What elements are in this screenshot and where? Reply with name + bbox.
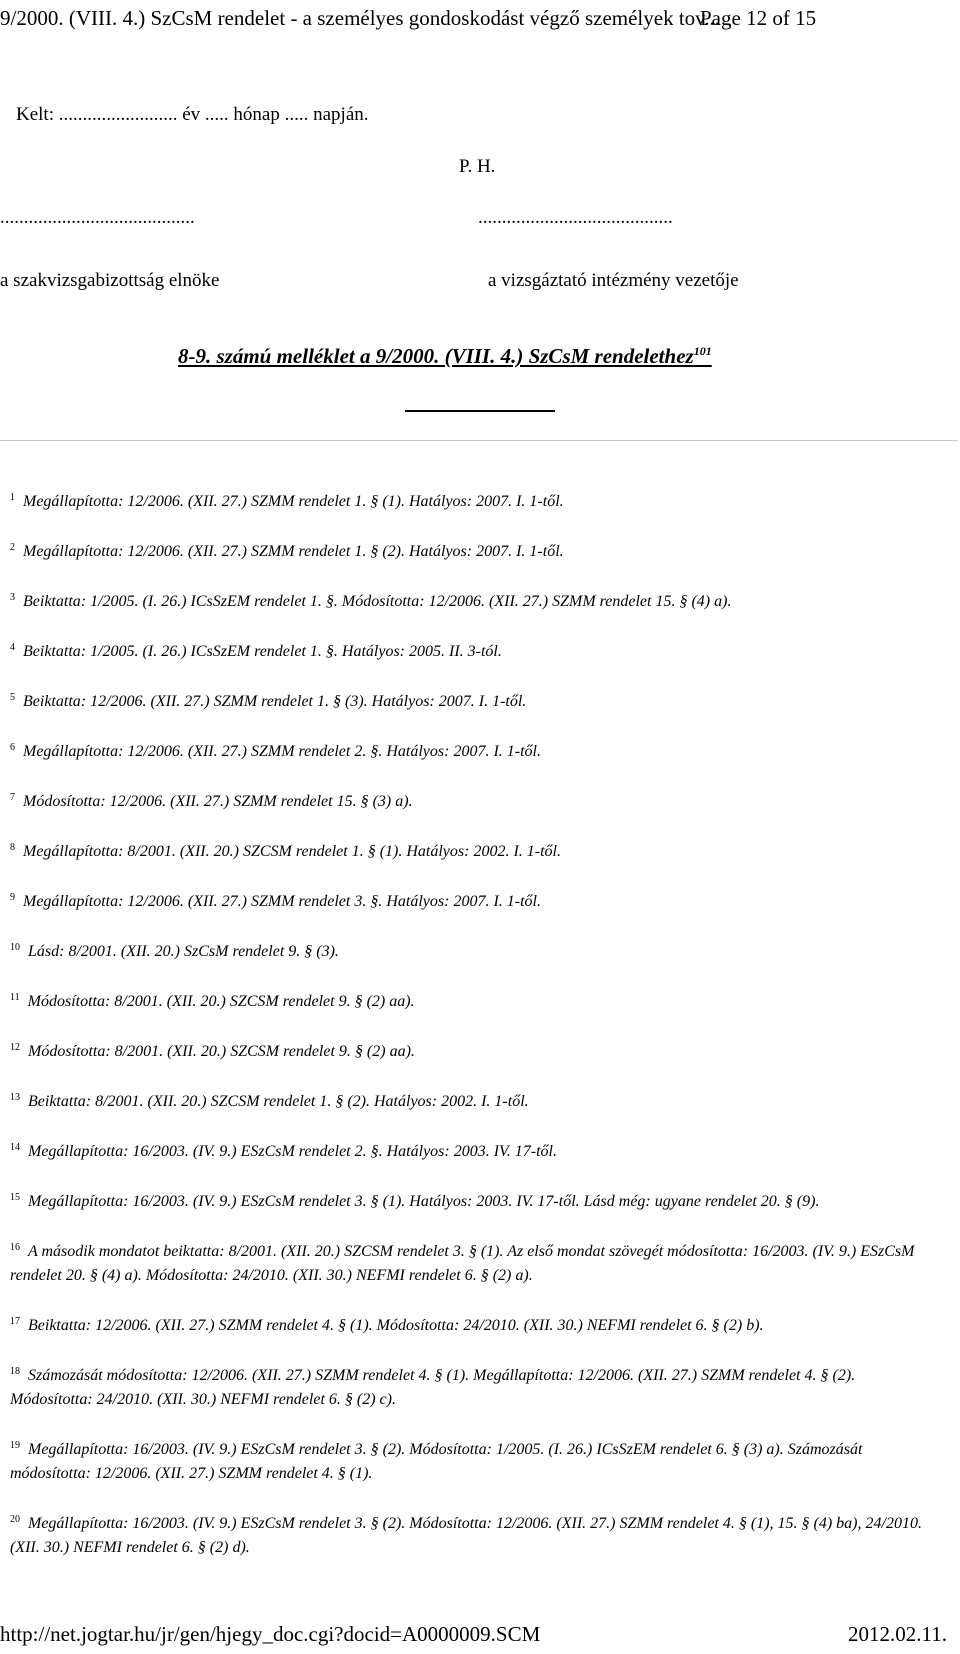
footnote-number: 18 xyxy=(10,1366,20,1377)
footnote-number: 9 xyxy=(10,892,15,903)
footnote-text: Beiktatta: 1/2005. (I. 26.) ICsSzEM rendelet 1. §. Módosította: 12/2006. (XII. 27.) SZMM rendelet 15. § (4) a). xyxy=(23,593,732,610)
footnote-number: 1 xyxy=(10,492,15,503)
footnote-text: Módosította: 8/2001. (XII. 20.) SZCSM rendelet 9. § (2) aa). xyxy=(27,993,415,1010)
footnote-number: 6 xyxy=(10,742,15,753)
footnote-item xyxy=(10,1086,940,1114)
footnote-text: Beiktatta: 8/2001. (XII. 20.) SZCSM rendelet 1. § (2). Hatályos: 2002. I. 1-től. xyxy=(28,1093,529,1110)
footnote-number: 19 xyxy=(10,1440,20,1451)
footnote-text: Beiktatta: 12/2006. (XII. 27.) SZMM rendelet 4. § (1). Módosította: 24/2010. (XII. 30.) NEFMI rendelet 6. § (2) b). xyxy=(28,1317,764,1334)
print-footer-date: 2012.02.11. xyxy=(848,1622,947,1646)
footnote-text: Megállapította: 16/2003. (IV. 9.) ESzCsM rendelet 2. §. Hatályos: 2003. IV. 17-től. xyxy=(28,1143,557,1160)
footnote-item xyxy=(10,1434,940,1486)
print-footer-url: http://net.jogtar.hu/jr/gen/hjegy_doc.cgi?docid=A0000009.SCM xyxy=(0,1622,541,1646)
footnote-item xyxy=(10,736,940,764)
footnote-text: Megállapította: 12/2006. (XII. 27.) SZMM rendelet 3. §. Hatályos: 2007. I. 1-től. xyxy=(23,893,541,910)
footnote-number: 2 xyxy=(10,542,15,553)
footnote-item xyxy=(10,586,940,614)
footnote-number: 20 xyxy=(10,1514,20,1525)
footnote-text: Módosította: 12/2006. (XII. 27.) SZMM rendelet 15. § (3) a). xyxy=(23,793,413,810)
footnote-item xyxy=(10,886,940,914)
footnote-item xyxy=(10,686,940,714)
footnote-text: A második mondatot beiktatta: 8/2001. (XII. 20.) SZCSM rendelet 3. § (1). Az első mondat szövegét módosította: 16/2003. (IV. 9.) ESzCsM rendelet 20. § (4) a). Módosította: 24/2010. (XII. 30.) NEFMI rendelet 6. § (2) a). xyxy=(10,1243,915,1284)
footnote-text: Beiktatta: 12/2006. (XII. 27.) SZMM rendelet 1. § (3). Hatályos: 2007. I. 1-től. xyxy=(23,693,527,710)
footnote-item xyxy=(10,1036,940,1064)
footnote-item xyxy=(10,986,940,1014)
footnote-number: 15 xyxy=(10,1192,20,1203)
footnote-item xyxy=(10,636,940,664)
footnote-number: 13 xyxy=(10,1092,20,1103)
footnote-text: Megállapította: 12/2006. (XII. 27.) SZMM rendelet 1. § (1). Hatályos: 2007. I. 1-től. xyxy=(23,493,564,510)
footnote-text: Megállapította: 16/2003. (IV. 9.) ESzCsM rendelet 3. § (1). Hatályos: 2003. IV. 17-től. Lásd még: ugyane rendelet 20. § (9). xyxy=(28,1193,820,1210)
footnote-number: 10 xyxy=(10,942,20,953)
print-header-page-number: Page 12 of 15 xyxy=(700,6,817,30)
footnote-text: Lásd: 8/2001. (XII. 20.) SzCsM rendelet 9. § (3). xyxy=(28,943,339,960)
annex-underline-divider xyxy=(405,410,555,412)
footnote-number: 4 xyxy=(10,642,15,653)
footnote-number: 5 xyxy=(10,692,15,703)
signature-line-right: ......................................... xyxy=(478,207,673,228)
footnote-number: 14 xyxy=(10,1142,20,1153)
footnote-separator xyxy=(0,440,958,441)
stamp-placeholder: P. H. xyxy=(459,156,496,177)
footnote-text: Módosította: 8/2001. (XII. 20.) SZCSM rendelet 9. § (2) aa). xyxy=(28,1043,415,1060)
footnote-item xyxy=(10,1310,940,1338)
footnote-item xyxy=(10,836,940,864)
footnote-text: Megállapította: 12/2006. (XII. 27.) SZMM rendelet 1. § (2). Hatályos: 2007. I. 1-től. xyxy=(23,543,564,560)
footnote-item xyxy=(10,1136,940,1164)
footnote-list xyxy=(10,486,940,1582)
footnote-number: 11 xyxy=(10,992,20,1003)
signer-committee-chair: a szakvizsgabizottság elnöke xyxy=(0,270,220,291)
footnote-number: 12 xyxy=(10,1042,20,1053)
footnote-item xyxy=(10,1508,940,1560)
date-line: Kelt: ......................... év ..... hónap ..... napján. xyxy=(16,104,369,125)
footnote-item xyxy=(10,1236,940,1288)
annex-footnote-ref[interactable]: 101 xyxy=(693,344,712,358)
footnote-text: Számozását módosította: 12/2006. (XII. 27.) SZMM rendelet 4. § (1). Megállapította: 12/2006. (XII. 27.) SZMM rendelet 4. § (2). Módosította: 24/2010. (XII. 30.) NEFMI rendelet 6. § (2) c). xyxy=(10,1367,856,1408)
footnote-text: Megállapította: 16/2003. (IV. 9.) ESzCsM rendelet 3. § (2). Módosította: 1/2005. (I. 26.) ICsSzEM rendelet 6. § (3) a). Számozását módosította: 12/2006. (XII. 27.) SZMM rendelet 4. § (1). xyxy=(10,1441,863,1482)
footnote-number: 3 xyxy=(10,592,15,603)
footnote-text: Megállapította: 8/2001. (XII. 20.) SZCSM rendelet 1. § (1). Hatályos: 2002. I. 1-től. xyxy=(23,843,561,860)
footnote-item xyxy=(10,786,940,814)
footnote-text: Megállapította: 12/2006. (XII. 27.) SZMM rendelet 2. §. Hatályos: 2007. I. 1-től. xyxy=(23,743,541,760)
signature-line-left: ......................................... xyxy=(0,207,195,228)
footnote-text: Beiktatta: 1/2005. (I. 26.) ICsSzEM rendelet 1. §. Hatályos: 2005. II. 3-tól. xyxy=(23,643,502,660)
footnote-text: Megállapította: 16/2003. (IV. 9.) ESzCsM rendelet 3. § (2). Módosította: 12/2006. (XII. 27.) SZMM rendelet 4. § (1), 15. § (4) ba), 24/2010. (XII. 30.) NEFMI rendelet 6. § (2) d). xyxy=(10,1515,922,1556)
footnote-number: 8 xyxy=(10,842,15,853)
footnote-item xyxy=(10,1360,940,1412)
footnote-number: 17 xyxy=(10,1316,20,1327)
footnote-number: 16 xyxy=(10,1242,20,1253)
footnote-item xyxy=(10,536,940,564)
footnote-number: 7 xyxy=(10,792,15,803)
footnote-item xyxy=(10,1186,940,1214)
annex-title[interactable] xyxy=(178,344,712,369)
print-header-title: 9/2000. (VIII. 4.) SzCsM rendelet - a személyes gondoskodást végző személyek tov... xyxy=(0,6,721,30)
annex-title-text[interactable]: 8-9. számú melléklet a 9/2000. (VIII. 4.) SzCsM rendelethez xyxy=(178,344,694,368)
footnote-item xyxy=(10,486,940,514)
signer-institution-head: a vizsgáztató intézmény vezetője xyxy=(488,270,739,291)
footnote-item xyxy=(10,936,940,964)
